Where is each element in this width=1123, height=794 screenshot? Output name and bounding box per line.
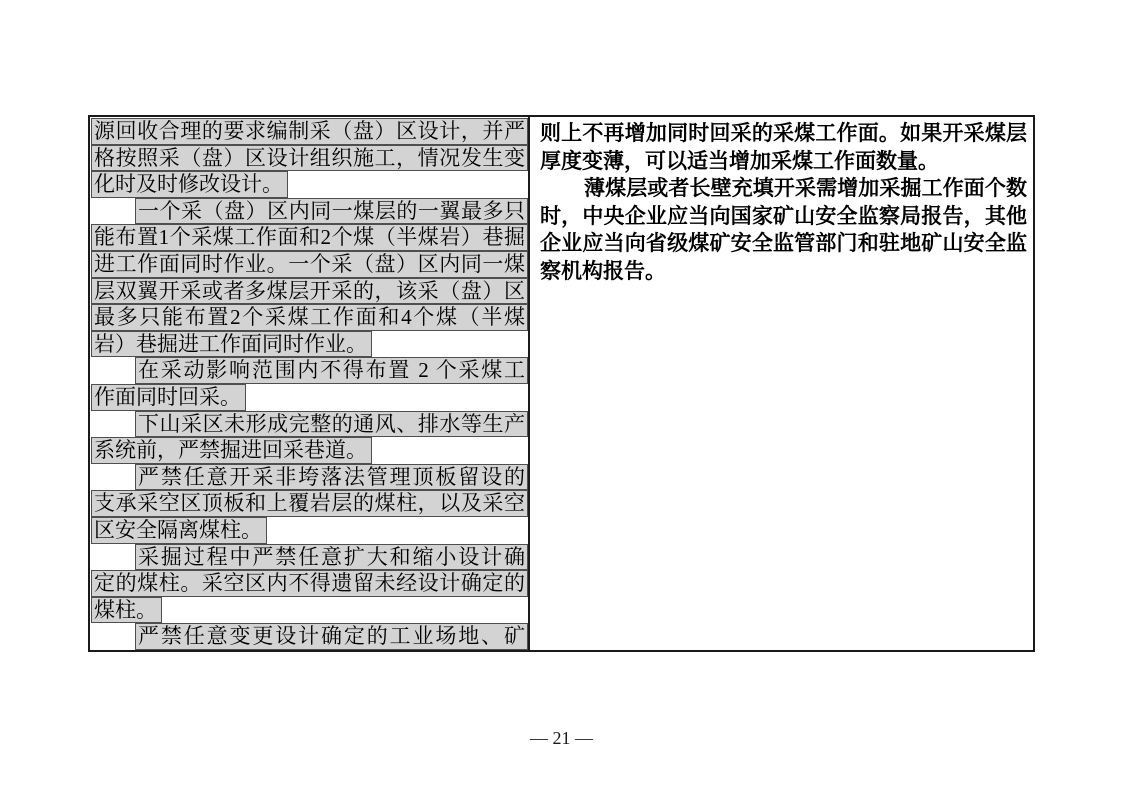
left-line — [91, 597, 528, 624]
content-table — [88, 115, 1035, 652]
text-line: 时，中央企业应当向国家矿山安全监察局报告，其他 — [540, 204, 1027, 228]
highlighted-line: 最多只能布置2个采煤工作面和4个煤（半煤 — [91, 304, 528, 331]
left-line — [91, 198, 528, 225]
left-line — [91, 331, 528, 358]
left-line — [91, 171, 528, 198]
highlighted-line: 源回收合理的要求编制采（盘）区设计，并严 — [91, 118, 528, 145]
left-line — [91, 278, 528, 305]
highlighted-line: 下山采区未形成完整的通风、排水等生产 — [135, 411, 528, 438]
highlighted-line: 一个采（盘）区内同一煤层的一翼最多只 — [135, 198, 528, 225]
page-number: — 21 — — [530, 728, 593, 748]
left-line — [91, 304, 528, 331]
left-line — [91, 145, 528, 172]
left-cell — [90, 117, 528, 650]
highlighted-line: 采掘过程中严禁任意扩大和缩小设计确 — [135, 544, 528, 571]
text-line: 则上不再增加同时回采的采煤工作面。如果开采煤层 — [540, 122, 1027, 145]
highlighted-line: 能布置1个采煤工作面和2个煤（半煤岩）巷掘 — [91, 224, 528, 251]
left-line — [91, 464, 528, 491]
highlighted-line: 在采动影响范围内不得布置 2 个采煤工 — [135, 357, 528, 384]
left-line — [91, 517, 528, 544]
text-line: 察机构报告。 — [540, 259, 666, 283]
left-line — [91, 118, 528, 145]
highlighted-line: 化时及时修改设计。 — [91, 171, 288, 198]
highlighted-line: 层双翼开采或者多煤层开采的，该采（盘）区 — [91, 278, 528, 305]
left-line — [91, 437, 528, 464]
left-line — [91, 490, 528, 517]
highlighted-line: 区安全隔离煤柱。 — [91, 517, 267, 544]
highlighted-line: 严禁任意开采非垮落法管理顶板留设的 — [135, 464, 528, 491]
left-line — [91, 224, 528, 251]
left-line — [91, 357, 528, 384]
highlighted-line: 支承采空区顶板和上覆岩层的煤柱，以及采空 — [91, 490, 528, 517]
left-line — [91, 251, 528, 278]
text-line: 企业应当向省级煤矿安全监管部门和驻地矿山安全监 — [540, 232, 1027, 256]
highlighted-line: 系统前，严禁掘进回采巷道。 — [91, 437, 372, 464]
text-line: 厚度变薄，可以适当增加采煤工作面数量。 — [540, 149, 939, 173]
highlighted-line: 作面同时回采。 — [91, 384, 246, 411]
right-cell — [528, 117, 1033, 650]
left-line — [91, 623, 528, 650]
text-line: 薄煤层或者长壁充填开采需增加采掘工作面个数 — [584, 177, 1027, 201]
left-line — [91, 384, 528, 411]
left-line — [91, 544, 528, 571]
highlighted-line: 严禁任意变更设计确定的工业场地、矿 — [135, 623, 528, 650]
highlighted-line: 岩）巷掘进工作面同时作业。 — [91, 331, 372, 358]
left-line — [91, 411, 528, 438]
highlighted-line: 煤柱。 — [91, 597, 162, 624]
left-line — [91, 570, 528, 597]
highlighted-line: 格按照采（盘）区设计组织施工，情况发生变 — [91, 145, 528, 172]
highlighted-line: 定的煤柱。采空区内不得遗留未经设计确定的 — [91, 570, 528, 597]
highlighted-line: 进工作面同时作业。一个采（盘）区内同一煤 — [91, 251, 528, 278]
